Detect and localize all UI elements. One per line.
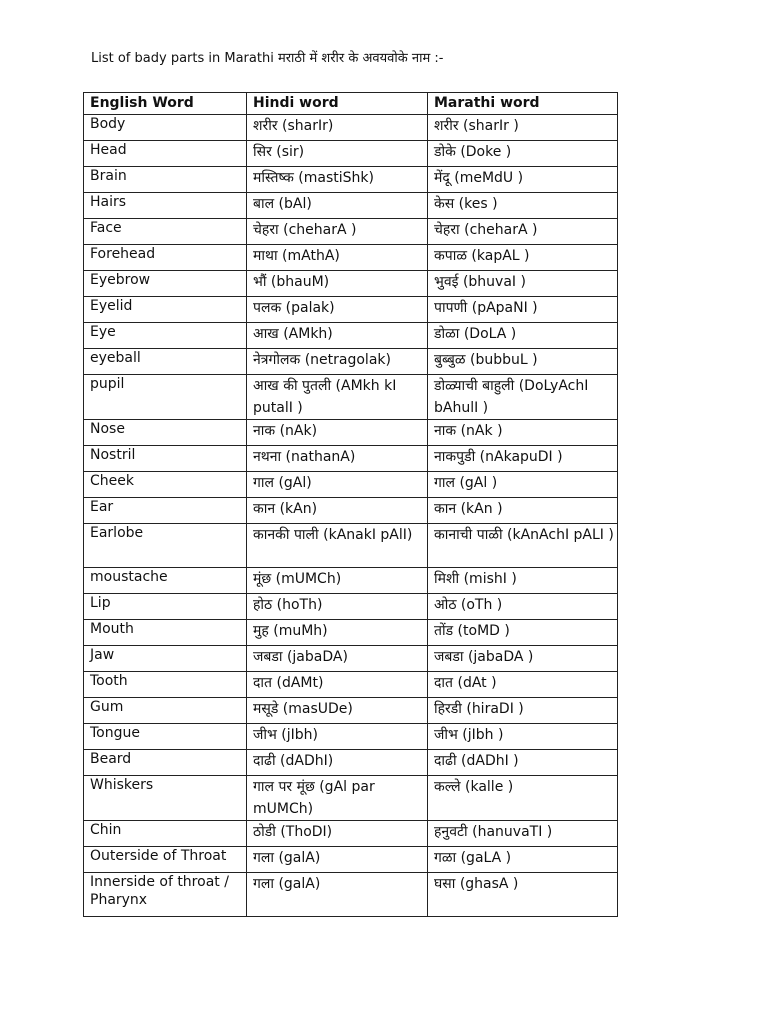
english-word-cell: Eye: [84, 323, 247, 349]
marathi-word-cell: हिरडी (hiraDI ): [428, 698, 618, 724]
hindi-word-cell: गाल (gAl): [247, 472, 428, 498]
english-word-cell: Head: [84, 141, 247, 167]
hindi-word-cell: दात (dAMt): [247, 672, 428, 698]
marathi-word-cell: मिशी (mishI ): [428, 568, 618, 594]
english-word-cell: Hairs: [84, 193, 247, 219]
english-word-cell: Outerside of Throat: [84, 847, 247, 873]
table-row: [84, 115, 618, 141]
english-word-cell: Beard: [84, 750, 247, 776]
table-row: [84, 446, 618, 472]
table-row: [84, 847, 618, 873]
table-row: [84, 245, 618, 271]
hindi-word-cell: मूंछ (mUMCh): [247, 568, 428, 594]
marathi-word-cell: गळा (gaLA ): [428, 847, 618, 873]
header-english-word: English Word: [84, 93, 247, 115]
marathi-word-cell: जबडा (jabaDA ): [428, 646, 618, 672]
table-row: [84, 698, 618, 724]
marathi-word-cell: हनुवटी (hanuvaTI ): [428, 821, 618, 847]
table-row: [84, 724, 618, 750]
english-word-cell: Brain: [84, 167, 247, 193]
english-word-cell: moustache: [84, 568, 247, 594]
hindi-word-cell: नाक (nAk): [247, 420, 428, 446]
hindi-word-cell: मस्तिष्क (mastiShk): [247, 167, 428, 193]
hindi-word-cell: ठोडी (ThoDI): [247, 821, 428, 847]
english-word-cell: Eyebrow: [84, 271, 247, 297]
table-row: [84, 167, 618, 193]
hindi-word-cell: होठ (hoTh): [247, 594, 428, 620]
table-row: [84, 420, 618, 446]
hindi-word-cell: कान (kAn): [247, 498, 428, 524]
table-row: [84, 375, 618, 420]
english-word-cell: Cheek: [84, 472, 247, 498]
marathi-word-cell: नाकपुडी (nAkapuDI ): [428, 446, 618, 472]
table-row: [84, 193, 618, 219]
hindi-word-cell: मुह (muMh): [247, 620, 428, 646]
table-row: [84, 323, 618, 349]
hindi-word-cell: आख (AMkh): [247, 323, 428, 349]
table-row: [84, 498, 618, 524]
table-row: [84, 141, 618, 167]
marathi-word-cell: चेहरा (cheharA ): [428, 219, 618, 245]
hindi-word-cell: नथना (nathanA): [247, 446, 428, 472]
marathi-word-cell: पापणी (pApaNI ): [428, 297, 618, 323]
table-row: [84, 620, 618, 646]
marathi-word-cell: दात (dAt ): [428, 672, 618, 698]
marathi-word-cell: डोळा (DoLA ): [428, 323, 618, 349]
english-word-cell: Nostril: [84, 446, 247, 472]
table-row: [84, 672, 618, 698]
header-marathi-word: Marathi word: [428, 93, 618, 115]
hindi-word-cell: भौं (bhauM): [247, 271, 428, 297]
hindi-word-cell: कानकी पाली (kAnakI pAlI): [247, 524, 428, 568]
hindi-word-cell: बाल (bAl): [247, 193, 428, 219]
header-hindi-word: Hindi word: [247, 93, 428, 115]
english-word-cell: eyeball: [84, 349, 247, 375]
marathi-word-cell: डोके (Doke ): [428, 141, 618, 167]
table-row: [84, 873, 618, 917]
english-word-cell: Chin: [84, 821, 247, 847]
marathi-word-cell: कान (kAn ): [428, 498, 618, 524]
hindi-word-cell: माथा (mAthA): [247, 245, 428, 271]
hindi-word-cell: गाल पर मूंछ (gAl par mUMCh): [247, 776, 428, 821]
english-word-cell: Forehead: [84, 245, 247, 271]
hindi-word-cell: सिर (sir): [247, 141, 428, 167]
marathi-word-cell: बुब्बुळ (bubbuL ): [428, 349, 618, 375]
table-row: [84, 594, 618, 620]
marathi-word-cell: मेंदू (meMdU ): [428, 167, 618, 193]
page-title: List of bady parts in Marathi मराठी में शरीर के अवयवोके नाम :-: [91, 51, 444, 66]
english-word-cell: Ear: [84, 498, 247, 524]
english-word-cell: Tooth: [84, 672, 247, 698]
english-word-cell: Earlobe: [84, 524, 247, 568]
body-parts-table: [83, 92, 618, 917]
english-word-cell: Jaw: [84, 646, 247, 672]
english-word-cell: Body: [84, 115, 247, 141]
english-word-cell: Nose: [84, 420, 247, 446]
hindi-word-cell: मसूडे (masUDe): [247, 698, 428, 724]
table-row: [84, 776, 618, 821]
marathi-word-cell: दाढी (dADhI ): [428, 750, 618, 776]
marathi-word-cell: जीभ (jIbh ): [428, 724, 618, 750]
english-word-cell: Whiskers: [84, 776, 247, 821]
marathi-word-cell: कानाची पाळी (kAnAchI pALI ): [428, 524, 618, 568]
english-word-cell: Gum: [84, 698, 247, 724]
english-word-cell: Lip: [84, 594, 247, 620]
table-row: [84, 568, 618, 594]
hindi-word-cell: पलक (palak): [247, 297, 428, 323]
english-word-cell: Mouth: [84, 620, 247, 646]
marathi-word-cell: केस (kes ): [428, 193, 618, 219]
hindi-word-cell: गला (galA): [247, 873, 428, 917]
table-header-row: [84, 93, 618, 115]
english-word-cell: Face: [84, 219, 247, 245]
english-word-cell: Tongue: [84, 724, 247, 750]
table-row: [84, 524, 618, 568]
english-word-cell: Innerside of throat / Pharynx: [84, 873, 247, 917]
table-row: [84, 349, 618, 375]
marathi-word-cell: ओठ (oTh ): [428, 594, 618, 620]
marathi-word-cell: शरीर (sharIr ): [428, 115, 618, 141]
table-row: [84, 297, 618, 323]
hindi-word-cell: गला (galA): [247, 847, 428, 873]
marathi-word-cell: तोंड (toMD ): [428, 620, 618, 646]
table-row: [84, 821, 618, 847]
english-word-cell: Eyelid: [84, 297, 247, 323]
marathi-word-cell: डोळ्याची बाहुली (DoLyAchI bAhulI ): [428, 375, 618, 420]
table-row: [84, 646, 618, 672]
table-row: [84, 750, 618, 776]
table-body: [84, 115, 618, 917]
marathi-word-cell: कपाळ (kapAL ): [428, 245, 618, 271]
table-row: [84, 472, 618, 498]
marathi-word-cell: कल्ले (kalle ): [428, 776, 618, 821]
hindi-word-cell: शरीर (sharIr): [247, 115, 428, 141]
hindi-word-cell: आख की पुतली (AMkh kI putalI ): [247, 375, 428, 420]
marathi-word-cell: भुवई (bhuvaI ): [428, 271, 618, 297]
hindi-word-cell: चेहरा (cheharA ): [247, 219, 428, 245]
hindi-word-cell: जबडा (jabaDA): [247, 646, 428, 672]
table-row: [84, 219, 618, 245]
hindi-word-cell: जीभ (jIbh): [247, 724, 428, 750]
table-row: [84, 271, 618, 297]
marathi-word-cell: घसा (ghasA ): [428, 873, 618, 917]
hindi-word-cell: नेत्रगोलक (netragolak): [247, 349, 428, 375]
marathi-word-cell: नाक (nAk ): [428, 420, 618, 446]
english-word-cell: pupil: [84, 375, 247, 420]
hindi-word-cell: दाढी (dADhI): [247, 750, 428, 776]
marathi-word-cell: गाल (gAl ): [428, 472, 618, 498]
